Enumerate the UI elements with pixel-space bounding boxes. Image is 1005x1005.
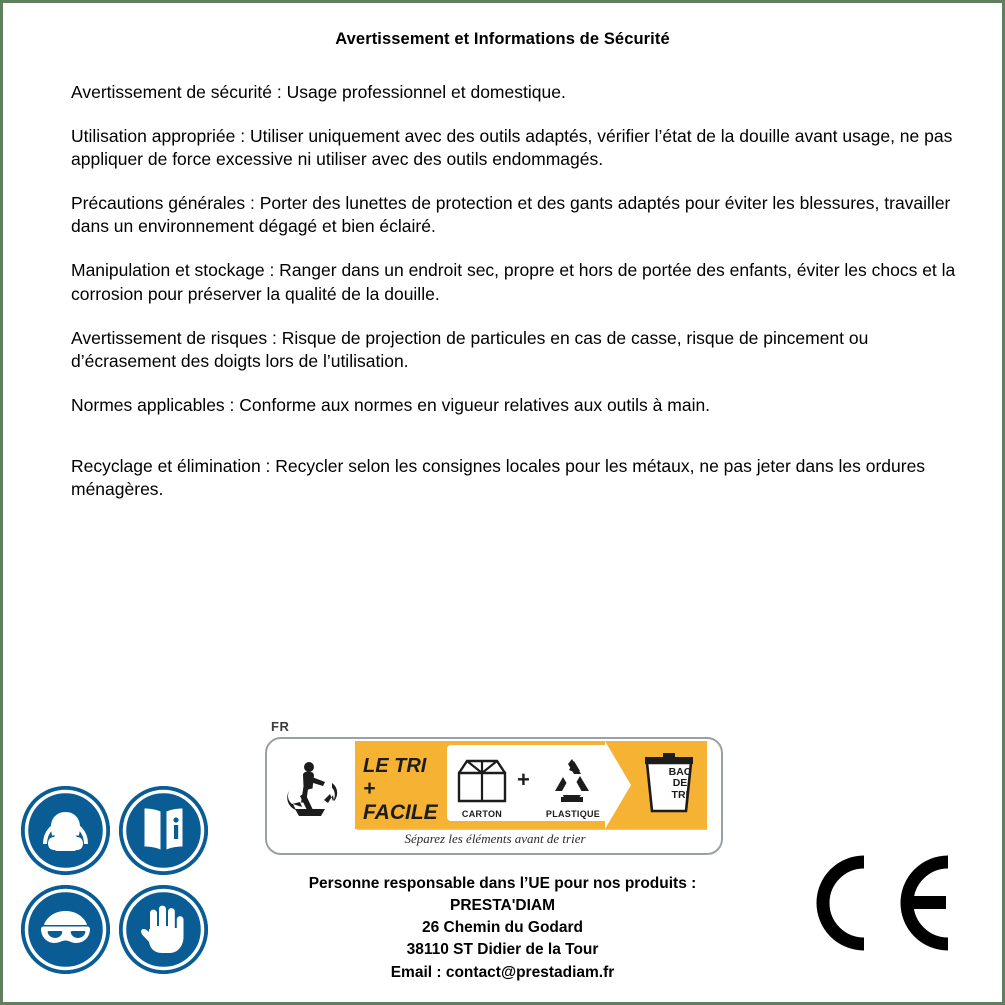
footer-contact-block bbox=[3, 873, 1002, 984]
footer-responsible-person bbox=[3, 873, 1002, 895]
paragraph-safety-warning: Avertissement de sécurité : Usage professionnel et domestique. bbox=[71, 82, 566, 102]
footer-address: 26 Chemin du Godard bbox=[421, 919, 584, 937]
plastic-recycle-icon bbox=[543, 753, 601, 807]
material-label-carton: CARTON bbox=[461, 809, 503, 819]
ear-protection-icon bbox=[21, 786, 110, 875]
triman-slogan bbox=[363, 755, 447, 824]
triman-slogan-line1: LE TRI bbox=[363, 755, 427, 777]
footer-line1-prefix: Personne responsable dans l’ bbox=[308, 875, 529, 892]
footer-line1-suffix: pour nos produits : bbox=[549, 875, 697, 892]
footer-city: 38110 ST Didier de la Tour bbox=[406, 941, 599, 959]
paragraph-recycling: Recyclage et élimination : Recycler selon les consignes locales pour les métaux, ne pas jeter dans les ordures ménagères. bbox=[71, 455, 926, 500]
paragraph-risk-warning: Avertissement de risques : Risque de projection de particules en cas de casse, risque de pincement ou d’écrasement des doigts lors de l’utilisation. bbox=[71, 327, 869, 371]
footer-company-name: PRESTA'DIAM bbox=[449, 897, 555, 915]
bin-line2: DE bbox=[672, 777, 688, 790]
body-text bbox=[71, 81, 960, 522]
bin-text-block bbox=[639, 753, 701, 815]
paragraph-proper-use: Utilisation appropriée : Utiliser uniquement avec des outils adaptés, vérifier l’état de la douille avant usage, ne pas appliquer de force excessive ni utiliser avec des outils endommagés. bbox=[71, 126, 953, 170]
paragraph-handling-storage: Manipulation et stockage : Ranger dans un endroit sec, propre et hors de portée des enfants, éviter les chocs et la corrosion pour préserver la qualité de la douille. bbox=[71, 260, 956, 304]
bin-line1: BAC bbox=[668, 766, 692, 778]
triman-arrow-icon bbox=[605, 741, 631, 829]
triman-figure-icon bbox=[275, 745, 353, 825]
footer-email: Email : contact@prestadiam.fr bbox=[390, 963, 615, 981]
material-label-plastique: PLASTIQUE bbox=[545, 809, 601, 819]
paragraph-general-precautions: Précautions générales : Porter des lunettes de protection et des gants adaptés pour éviter les blessures, travailler dans un environnement dégagé et bien éclairé. bbox=[71, 193, 951, 237]
triman-country-code: FR bbox=[271, 719, 290, 734]
paragraph-applicable-standards: Normes applicables : Conforme aux normes en vigueur relatives aux outils à main. bbox=[71, 394, 711, 415]
page-title: Avertissement et Informations de Sécurité bbox=[335, 30, 670, 48]
bin-line3: TRI bbox=[671, 788, 689, 801]
triman-slogan-line2: + FACILE bbox=[363, 777, 438, 824]
triman-divider bbox=[357, 829, 707, 830]
triman-note: Séparez les éléments avant de trier bbox=[404, 831, 586, 846]
triman-label-box bbox=[265, 737, 723, 855]
materials-plus-sign: + bbox=[517, 767, 530, 792]
triman-recycling-label bbox=[265, 719, 725, 859]
carton-box-icon bbox=[453, 753, 511, 807]
footer-line1-bold: UE bbox=[528, 875, 550, 892]
read-manual-icon bbox=[119, 786, 208, 875]
